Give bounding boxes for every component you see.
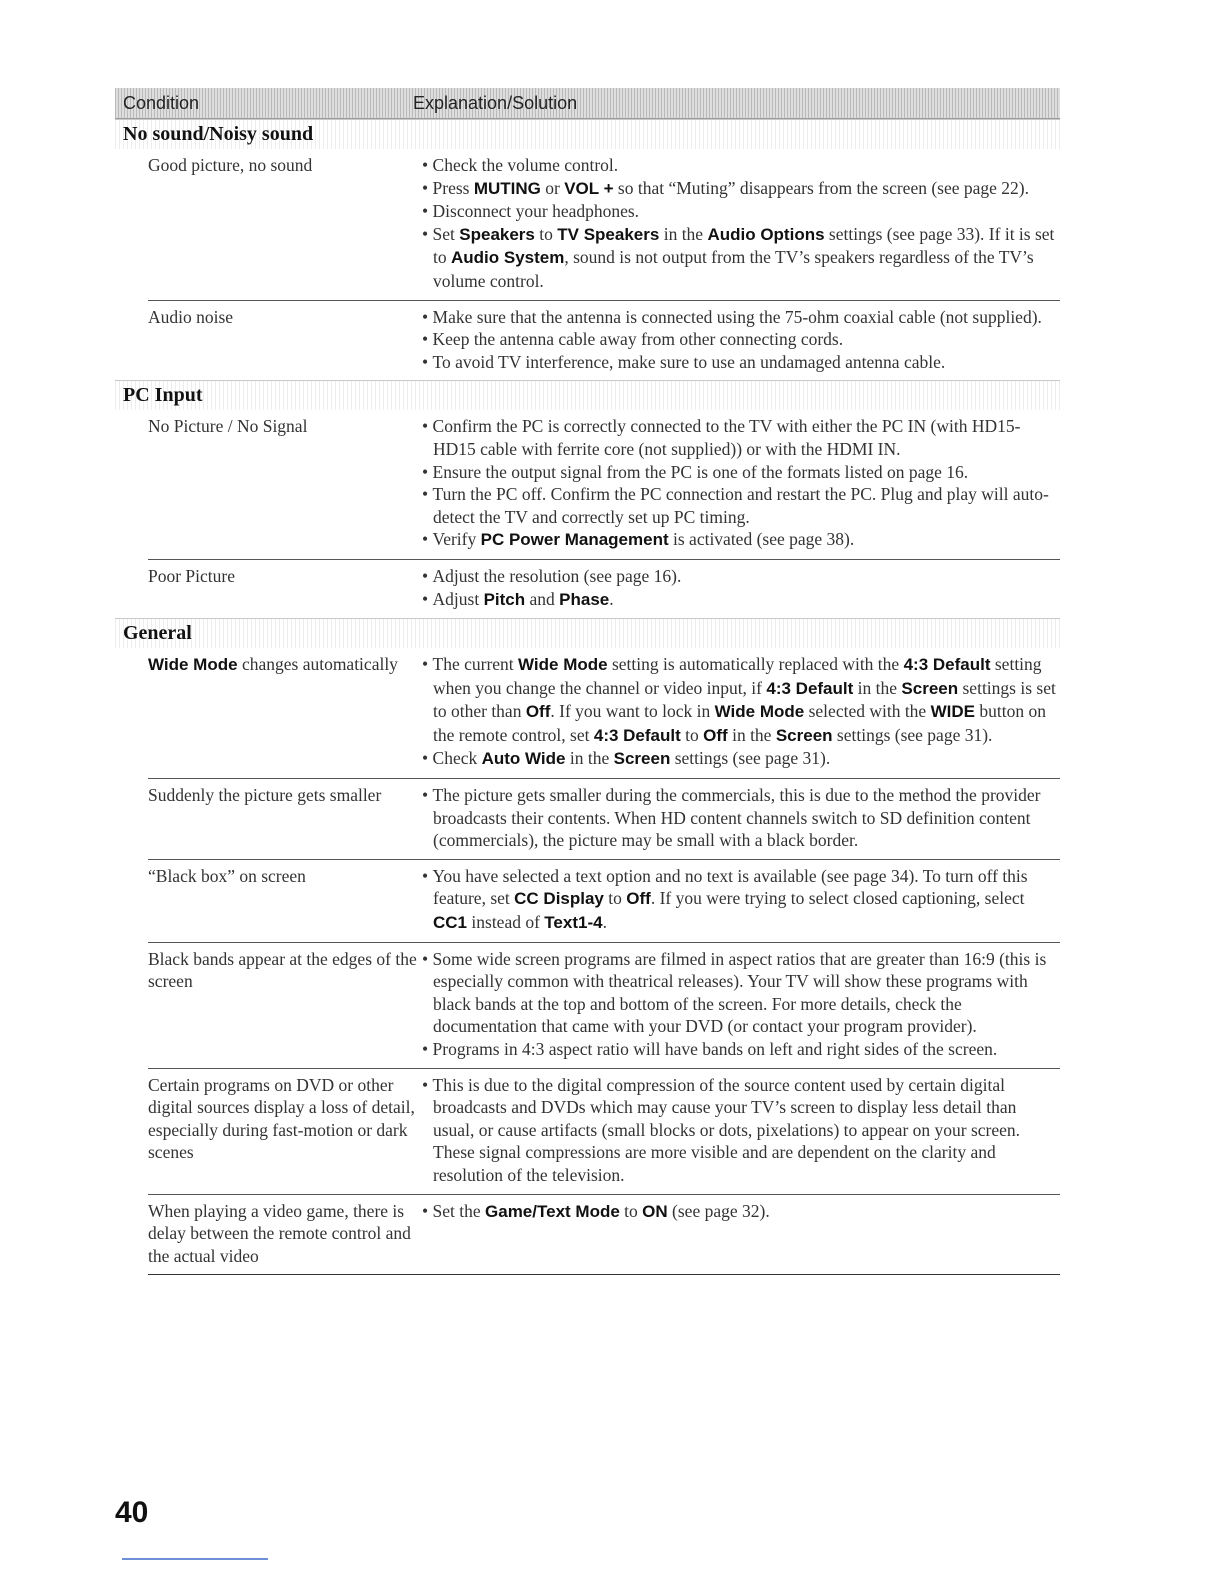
table-row [148,779,1060,860]
bold-term: Text1-4 [544,913,603,933]
solution-bullet [422,747,1060,771]
text-run: Disconnect your headphones. [432,201,640,222]
condition-cell [148,653,422,771]
table-row [148,943,1060,1069]
solution-bullet [422,1074,1060,1187]
text-run: The picture gets smaller during the commercials, this is due to the method the provider broadcasts their contents. When HD content channels switch to SD definition content (commercials), the picture may be small with a black border. [432,785,1041,851]
text-run: to [534,223,558,244]
text-run: or [540,177,565,198]
explanation-cell [422,784,1060,852]
condition-cell: Poor Picture [148,565,236,586]
text-run: This is due to the digital compression of the source content used by certain digital broadcasts and DVDs which may cause your TV’s screen to display less detail than usual, or cause artifacts (small blocks or dots, pixelations) to appear on your screen. These signal compressions are more visible and are dependent on the clarity and resolution of the television. [432,1074,1021,1185]
bold-term: Game/Text Mode [485,1201,620,1221]
text-run: Make sure that the antenna is connected using the 75-ohm coaxial cable (not supplied). [432,306,1042,327]
table-row [148,1195,1060,1276]
solution-bullet [422,461,1060,484]
table-row [148,410,1060,560]
text-run: selected with the [804,701,931,722]
text-run: in the [853,677,902,698]
section-header [115,618,1060,648]
text-run: Programs in 4:3 aspect ratio will have bands on left and right sides of the screen. [432,1039,998,1059]
bold-term: Auto Wide [481,749,566,769]
bold-term: VOL + [564,178,614,198]
condition-cell: Certain programs on DVD or other digital sources display a loss of detail, especially during fast-motion or dark scenes [148,1074,415,1163]
footer-rule [122,1558,268,1560]
text-run: . If you were trying to select closed captioning, select [650,888,1025,909]
text-run: setting when you change the channel or video input, if [433,654,1042,698]
explanation-cell [422,565,1060,611]
text-run: changes automatically [237,654,398,675]
condition-header: Condition [123,92,200,113]
bold-term: Screen [775,725,833,745]
table-row [148,648,1060,779]
solution-bullet [422,200,1060,223]
text-run: Adjust [432,588,484,609]
page-number: 40 [115,1496,149,1529]
solution-bullet [422,306,1060,329]
bold-term: TV Speakers [557,224,660,244]
troubleshooting-table [115,88,1060,1275]
condition-cell: When playing a video game, there is delay between the remote control and the actual video [148,1200,411,1266]
explanation-header: Explanation/Solution [413,92,578,113]
bold-term: Audio Options [707,224,825,244]
condition-cell: Audio noise [148,306,234,327]
bold-term: 4:3 Default [766,678,854,698]
bold-term: Pitch [483,589,526,609]
table-row [148,860,1060,943]
text-run: in the [659,223,708,244]
bold-term: Off [626,889,651,909]
condition-cell: Black bands appear at the edges of the screen [148,948,417,992]
condition-cell: No Picture / No Signal [148,416,308,437]
text-run: so that “Muting” disappears from the screen (see page 22). [613,177,1029,198]
solution-bullet [422,565,1060,588]
solution-bullet [422,483,1060,528]
bold-term: CC Display [514,889,604,909]
bold-term: MUTING [473,178,541,198]
text-run: to [603,888,627,909]
bold-term: Phase [559,589,610,609]
bold-term: Wide Mode [148,655,238,675]
explanation-cell [422,1074,1060,1187]
text-run: Verify [432,529,481,550]
explanation-cell [422,865,1060,935]
solution-bullet [422,948,1060,1038]
solution-bullet [422,865,1060,935]
condition-cell: Good picture, no sound [148,155,313,175]
bold-term: Screen [901,678,959,698]
solution-bullet [422,177,1060,201]
text-run: Keep the antenna cable away from other connecting cords. [432,329,844,350]
bold-term: Off [525,702,551,722]
text-run: instead of [467,912,545,933]
text-run: Some wide screen programs are filmed in aspect ratios that are greater than 16:9 (this is especially common with theatrical releases). Your TV will show these programs with black bands at the top and bottom of the screen. For more details, check the documentation that came with your DVD (or contact your program provider). [432,948,1047,1037]
bold-term: Audio System [451,248,565,268]
text-run: Set [432,223,460,244]
text-run: (see page 32). [667,1200,770,1221]
text-run: , sound is not output from the TV’s speakers regardless of the TV’s volume control. [433,247,1034,291]
solution-bullet [422,1200,1060,1224]
table-row [148,1069,1060,1195]
section-title: General [123,622,192,645]
text-run: button on the remote control, set [433,701,1046,745]
bold-term: PC Power Management [480,530,669,550]
table-row [148,560,1060,618]
solution-bullet [422,1038,1060,1061]
text-run: in the [727,724,776,745]
bold-term: ON [642,1201,668,1221]
solution-bullet [422,653,1060,747]
text-run: setting is automatically replaced with the [607,654,904,675]
text-run: and [525,588,560,609]
explanation-cell [422,306,1060,374]
text-run: settings (see page 33). If it is set to [433,223,1055,268]
solution-bullet [422,528,1060,552]
text-run: The current [432,654,519,675]
text-run: Adjust the resolution (see page 16). [432,565,682,586]
solution-bullet [422,784,1060,852]
explanation-cell [422,415,1060,552]
bold-term: Speakers [459,224,535,244]
table-body [115,119,1060,1275]
section-header [115,380,1060,410]
text-run: To avoid TV interference, make sure to use an undamaged antenna cable. [432,351,946,372]
explanation-cell [422,1200,1060,1268]
bold-term: Screen [613,749,671,769]
section-title: PC Input [123,384,203,407]
text-run: to [680,724,704,745]
bold-term: CC1 [433,913,468,933]
text-run: Press [432,177,474,198]
bold-term: Wide Mode [714,702,805,722]
bold-term: Off [703,725,728,745]
text-run: Set the [432,1200,486,1221]
text-run: settings (see page 31). [670,748,831,769]
section-title: No sound/Noisy sound [123,123,314,145]
text-run: Check the volume control. [432,155,619,175]
text-run: Check [432,748,482,769]
text-run: settings (see page 31). [832,724,993,745]
explanation-cell [422,154,1060,293]
text-run: is activated (see page 38). [668,529,855,550]
condition-cell: “Black box” on screen [148,865,306,886]
section-header [115,119,1060,149]
table-row [148,301,1060,381]
bold-term: 4:3 Default [903,655,991,675]
text-run: in the [565,748,614,769]
table-row [148,149,1060,301]
text-run: Turn the PC off. Confirm the PC connection and restart the PC. Plug and play will auto-detect the TV and correctly set up PC timing. [432,484,1049,527]
condition-cell: Suddenly the picture gets smaller [148,785,382,806]
solution-bullet [422,154,1060,177]
text-run: Ensure the output signal from the PC is one of the formats listed on page 16. [432,461,969,482]
text-run: settings is set to other than [433,677,1056,722]
text-run: to [619,1200,643,1221]
table-header [115,88,1060,119]
solution-bullet [422,415,1060,460]
text-run: . [609,588,614,609]
solution-bullet [422,328,1060,351]
text-run: . [602,912,607,933]
solution-bullet [422,351,1060,374]
solution-bullet [422,588,1060,612]
explanation-cell [422,948,1060,1061]
text-run: . If you want to lock in [550,701,715,722]
bold-term: WIDE [930,702,975,722]
bold-term: Wide Mode [518,655,608,675]
explanation-cell [422,653,1060,771]
solution-bullet [422,223,1060,293]
text-run: You have selected a text option and no text is available (see page 34). To turn off this feature, set [432,865,1028,909]
text-run: Confirm the PC is correctly connected to the TV with either the PC IN (with HD15-HD15 cable with ferrite core (not supplied)) or with the HDMI IN. [432,416,1021,459]
bold-term: 4:3 Default [593,725,681,745]
